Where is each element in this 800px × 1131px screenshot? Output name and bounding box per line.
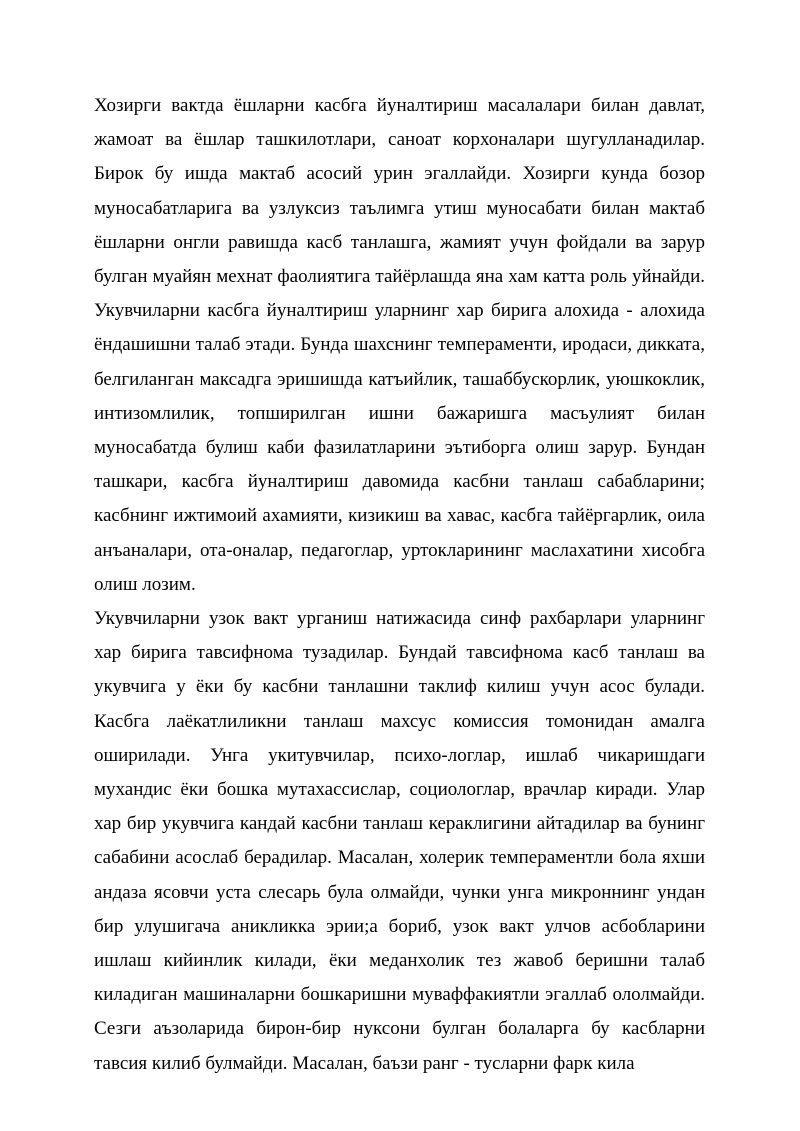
document-page bbox=[94, 89, 705, 1081]
paragraph-2: Укувчиларни узок вакт урганиш натижасида синф рахбарлари уларнинг хар бирига тавсифнома тузадилар. Бундай тавсифнома касб танлаш ва укувчига у ёки бу касбни танлашни таклиф килиш учун асос булади. Касбга лаёкатлиликни танлаш махсус комиссия томонидан амалга оширилади. Унга укитувчилар, психо-логлар, ишлаб чикаришдаги мухандис ёки бошка мутахассислар, социологлар, врачлар киради. Улар хар бир укувчига кандай касбни танлаш кераклигини айтадилар ва бунинг сабабини асослаб берадилар. Масалан, холерик темпераментли бола яхши андаза ясовчи уста слесарь була олмайди, чунки унга микроннинг ундан бир улушигача аникликка эрии;а бориб, узок вакт улчов асбобларини ишлаш кийинлик килади, ёки меданхолик тез жавоб беришни талаб киладиган машиналарни бошкаришни муваффакиятли эгаллаб ололмайди. Сезги аъзоларида бирон-бир нуксони булган болаларга бу касбларни тавсия килиб булмайди. Масалан, баъзи ранг - тусларни фарк кила bbox=[94, 608, 705, 1074]
paragraph-1: Хозирги вактда ёшларни касбга йуналтириш масалалари билан давлат, жамоат ва ёшлар ташкилотлари, саноат корхоналари шугулланадилар. Бирок бу ишда мактаб асосий урин эгаллайди. Хозирги кунда бозор муносабатларига ва узлуксиз таълимга утиш муносабати билан мактаб ёшларни онгли равишда касб танлашга, жамият учун фойдали ва зарур булган муайян мехнат фаолиятига тайёрлашда яна хам катта роль уйнайди. Укувчиларни касбга йуналтириш уларнинг хар бирига алохида - алохида ёндашишни талаб этади. Бунда шахснинг темпераменти, иродаси, дикката, белгиланган максадга эришишда катъийлик, ташаббускорлик, уюшкоклик, интизомлилик, топширилган ишни бажаришга масъулият билан муносабатда булиш каби фазилатларини эътиборга олиш зарур. Бундан ташкари, касбга йуналтириш давомида касбни танлаш сабабларини; касбнинг ижтимоий ахамияти, кизикиш ва хавас, касбга тайёргарлик, оила анъаналари, ота-оналар, педагоглар, уртокларининг маслахатини хисобга олиш лозим. bbox=[94, 95, 705, 595]
